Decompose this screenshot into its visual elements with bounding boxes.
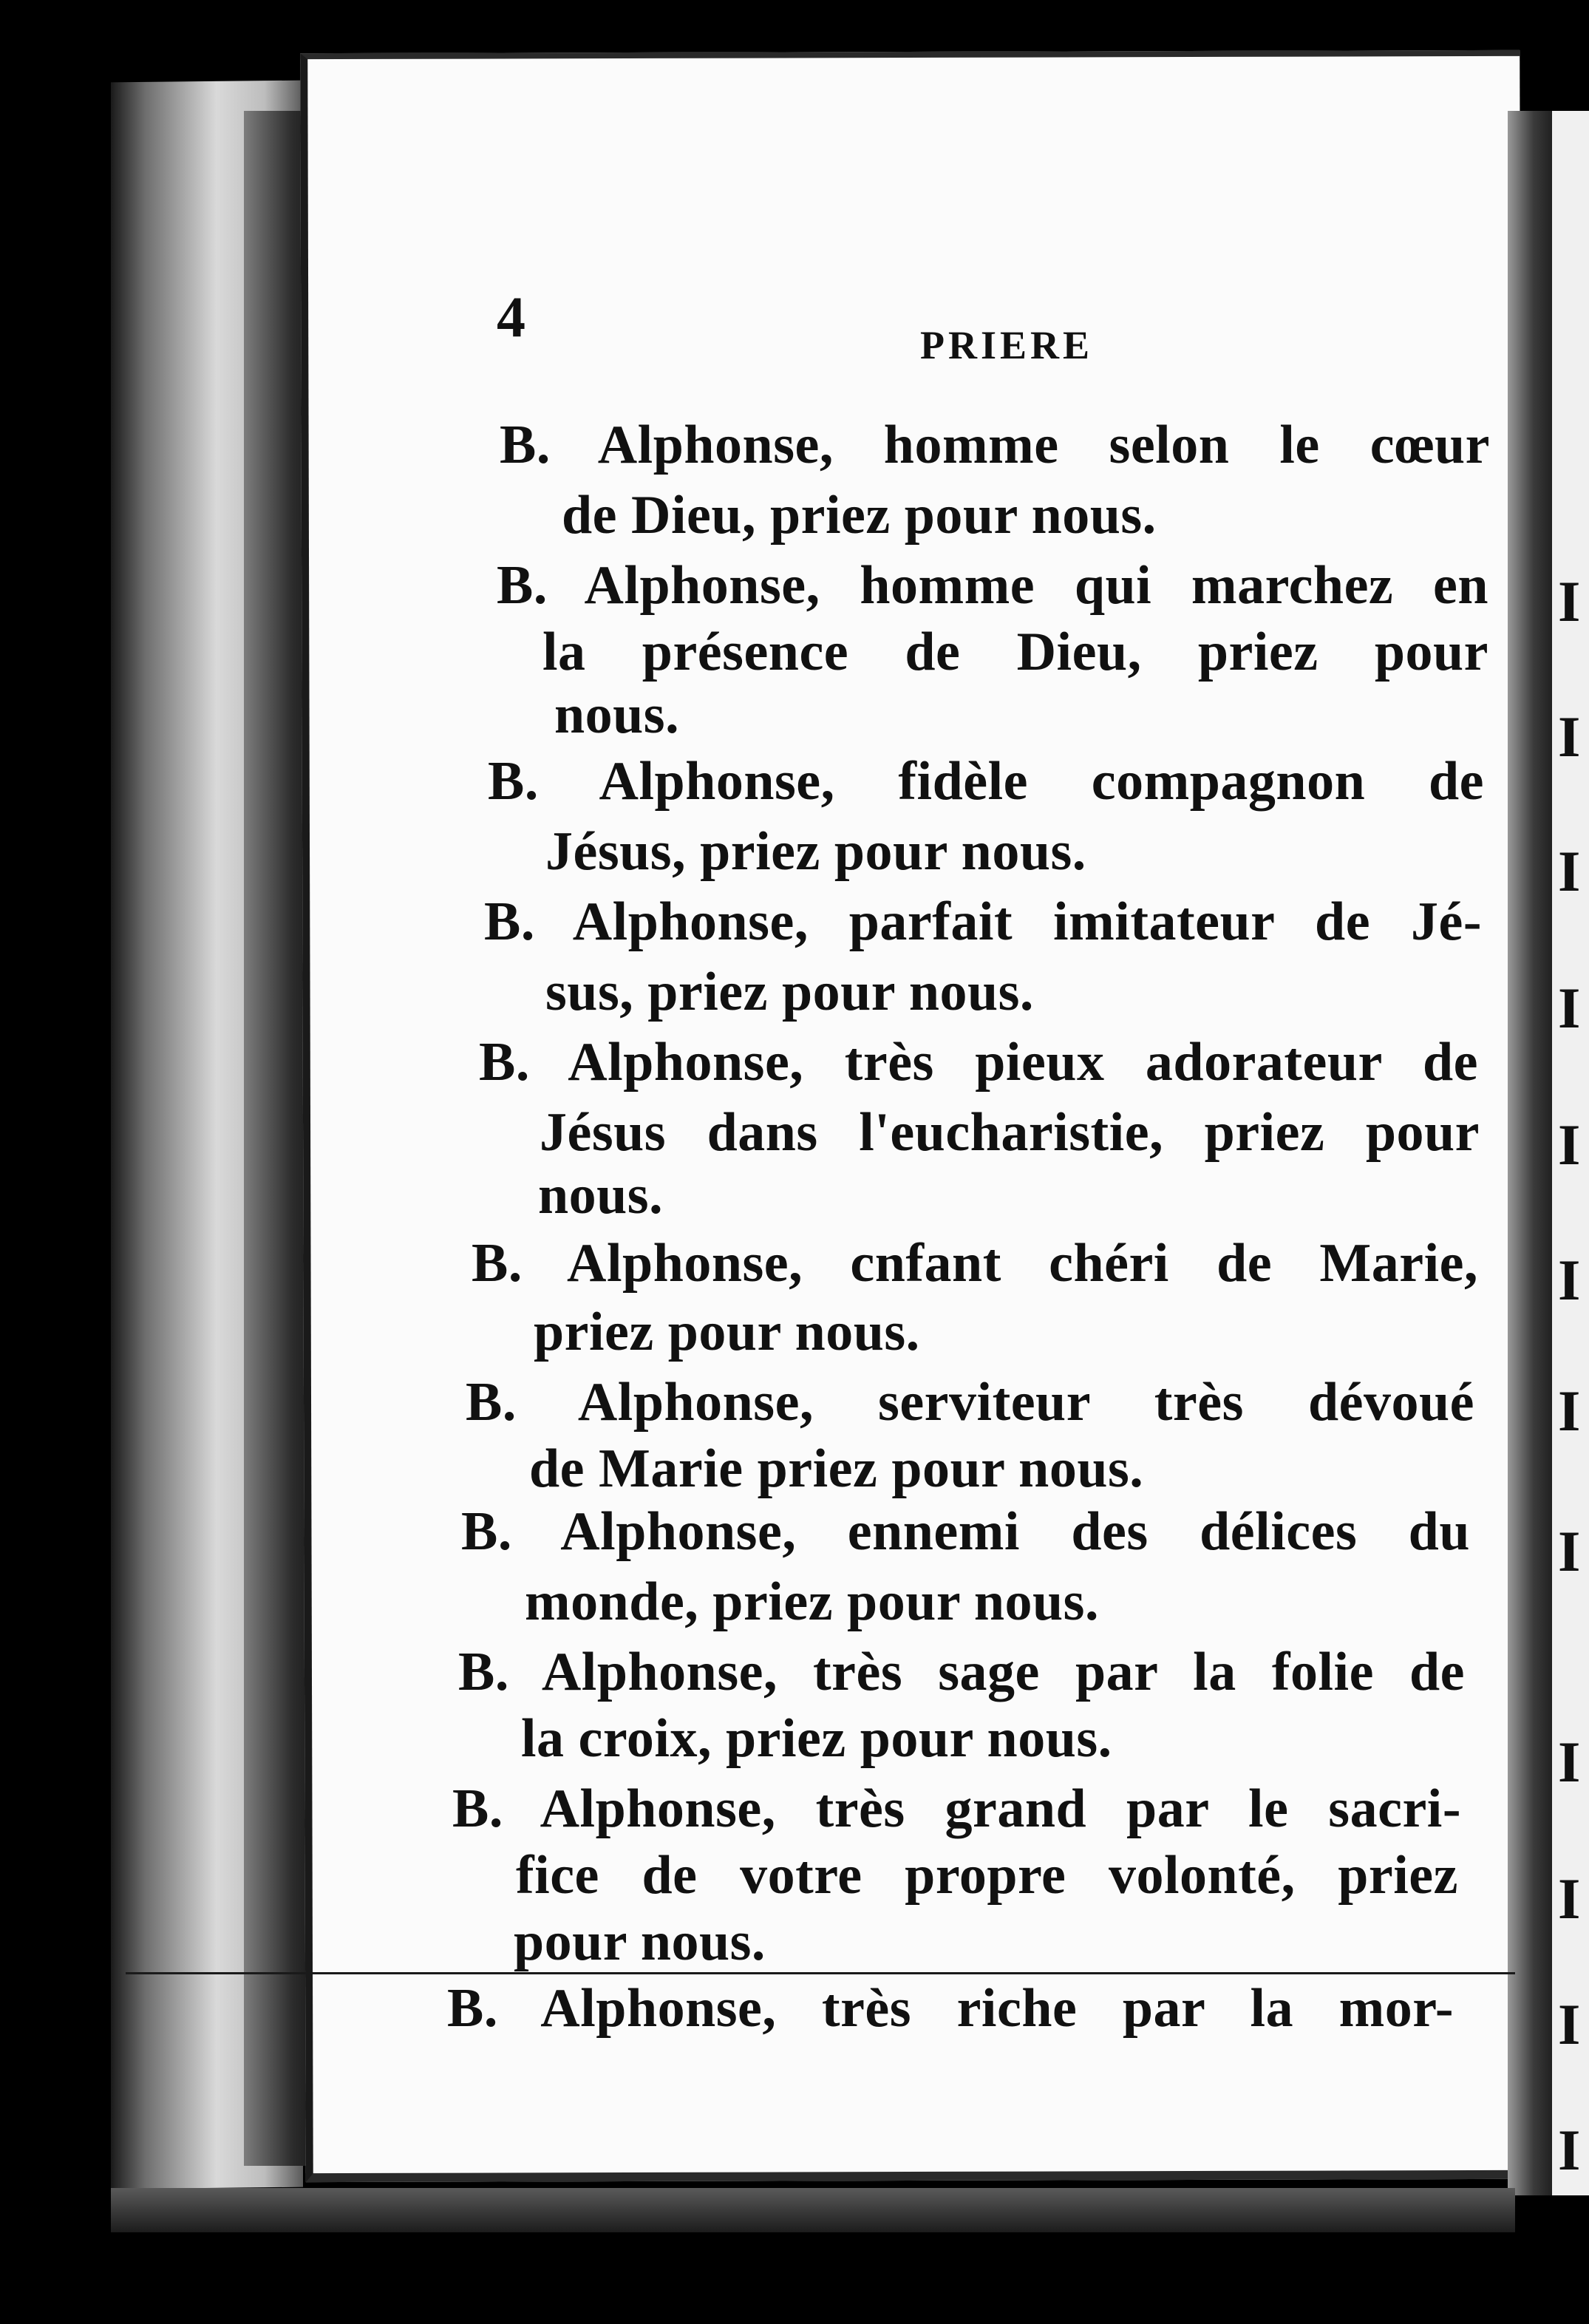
facing-page-letter: I	[1558, 843, 1580, 900]
text-line: B. Alphonse, homme selon le cœur	[500, 415, 1490, 475]
text-line: fice de votre propre volonté, priez	[516, 1845, 1458, 1906]
text-line: pour nous.	[514, 1912, 766, 1972]
facing-page-letter: I	[1558, 1116, 1580, 1174]
facing-page-letter: I	[1558, 1382, 1580, 1440]
facing-page-letter: I	[1558, 1251, 1580, 1309]
facing-page-letter: I	[1558, 1733, 1580, 1791]
page-number: 4	[497, 285, 525, 349]
facing-page-letter: I	[1558, 1523, 1580, 1580]
text-line: B. Alphonse, très pieux adorateur de	[479, 1032, 1478, 1093]
text-line: B. Alphonse, très grand par le sacri-	[452, 1778, 1461, 1839]
facing-page-letter: I	[1558, 708, 1580, 766]
text-line: nous.	[554, 684, 680, 745]
text-line: la présence de Dieu, priez pour	[542, 622, 1488, 682]
text-line: B. Alphonse, très sage par la folie de	[458, 1642, 1465, 1702]
text-line: nous.	[538, 1165, 664, 1226]
text-line: Jésus, priez pour nous.	[545, 821, 1086, 882]
facing-page-letter: I	[1558, 979, 1580, 1037]
text-line: B. Alphonse, serviteur très dévoué	[466, 1372, 1474, 1433]
facing-page-letter: I	[1558, 2121, 1580, 2179]
text-line: B. Alphonse, fidèle compagnon de	[488, 751, 1484, 812]
text-line: priez pour nous.	[534, 1302, 920, 1362]
text-line: de Dieu, priez pour nous.	[562, 485, 1157, 546]
facing-page-letter: I	[1558, 1870, 1580, 1928]
text-line: de Marie priez pour nous.	[529, 1438, 1144, 1499]
facing-page-letter: I	[1558, 573, 1580, 631]
text-line: B. Alphonse, cnfant chéri de Marie,	[472, 1233, 1478, 1294]
text-line: B. Alphonse, ennemi des délices du	[461, 1501, 1470, 1562]
text-line: B. Alphonse, homme qui marchez en	[497, 555, 1488, 616]
text-line: sus, priez pour nous.	[545, 962, 1034, 1022]
scan-artifact-line	[126, 1972, 1515, 1974]
facing-page-letter: I	[1558, 1996, 1580, 2053]
text-line: Jésus dans l'eucharistie, priez pour	[540, 1102, 1480, 1163]
text-line: B. Alphonse, très riche par la mor-	[447, 1978, 1454, 2039]
running-head: PRIERE	[920, 323, 1094, 367]
text-line: B. Alphonse, parfait imitateur de Jé-	[484, 891, 1482, 952]
text-line: monde, priez pour nous.	[525, 1572, 1099, 1632]
text-line: la croix, priez pour nous.	[521, 1708, 1112, 1769]
